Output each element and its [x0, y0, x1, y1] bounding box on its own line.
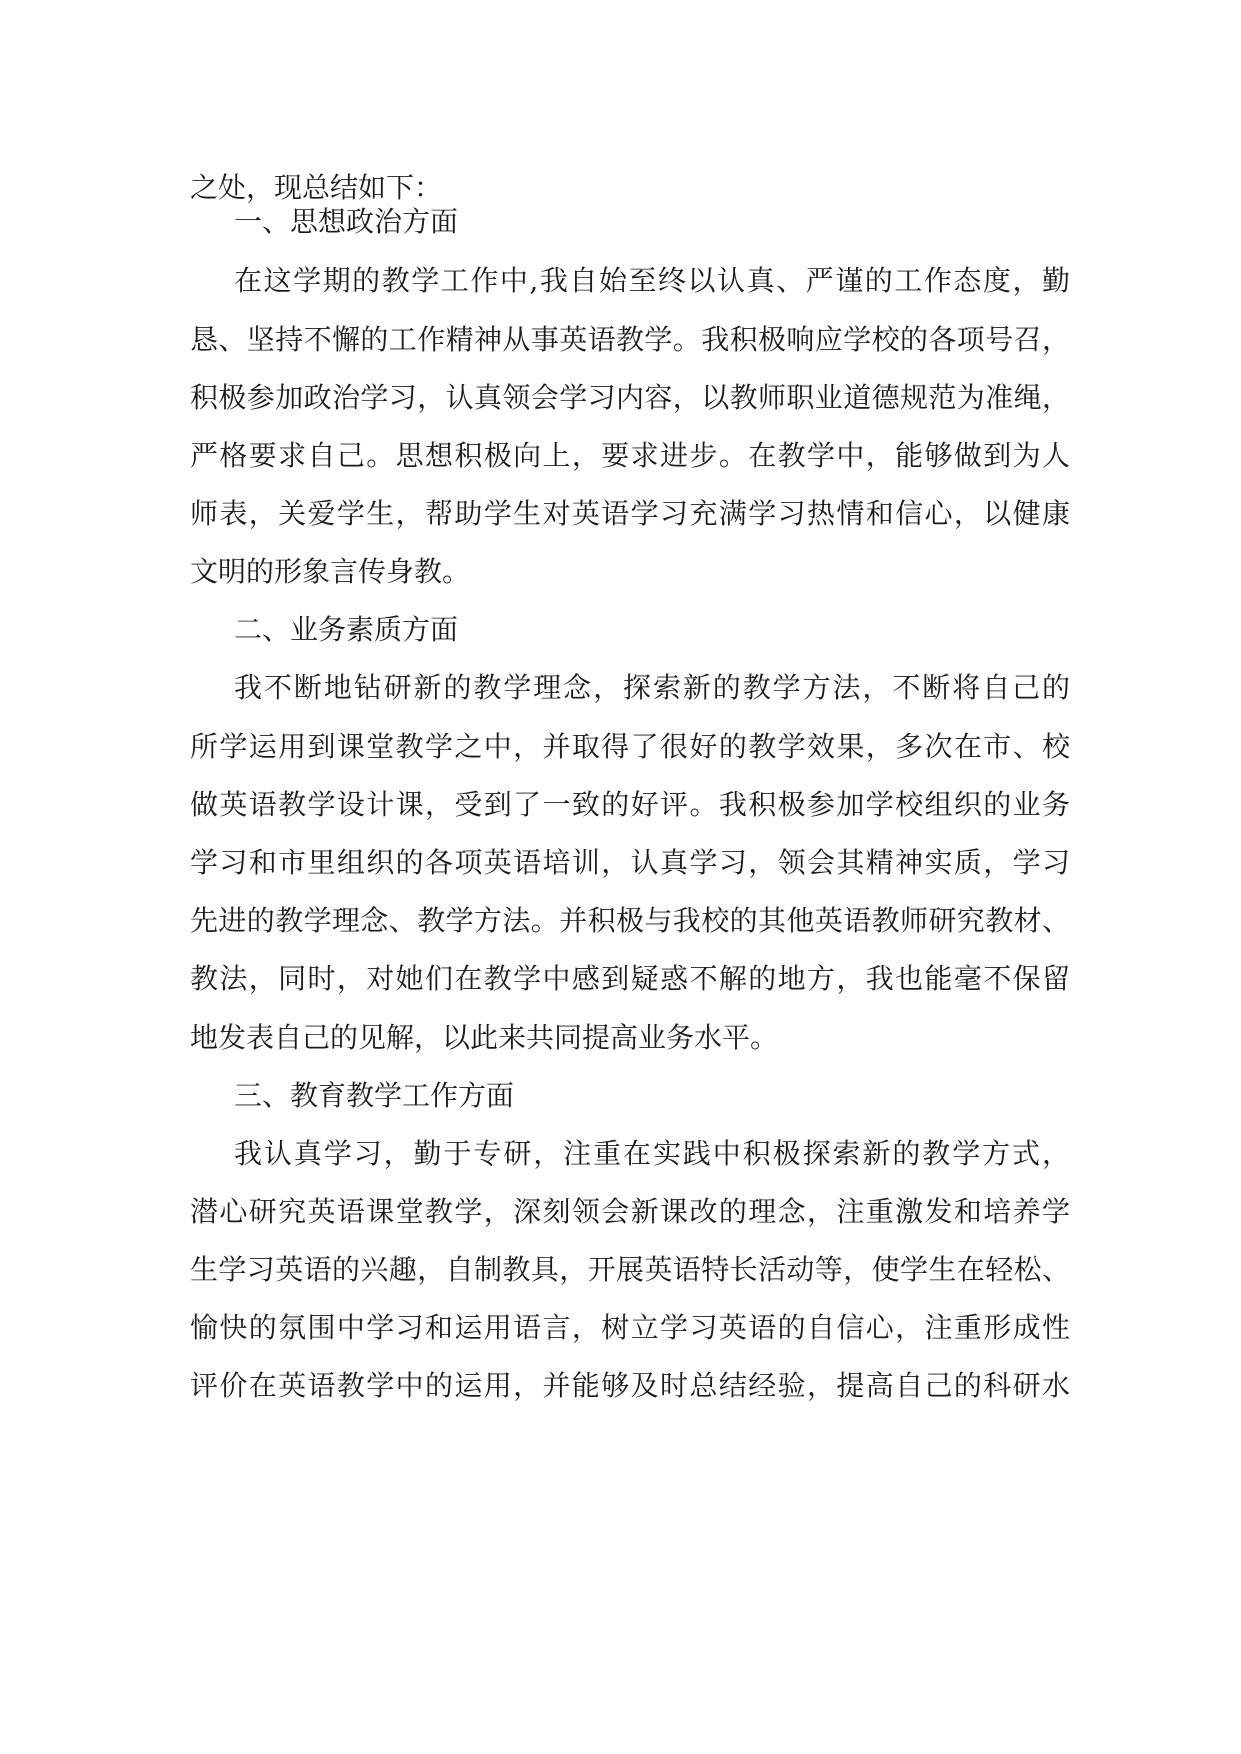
text-line: 严格要求自己。思想积极向上，要求进步。在教学中，能够做到为人 — [190, 439, 1070, 472]
text-line: 我认真学习，勤于专研，注重在实践中积极探索新的教学方式， — [234, 1137, 1070, 1170]
text-line: 学习和市里组织的各项英语培训，认真学习，领会其精神实质，学习 — [190, 846, 1070, 879]
text-line: 之处，现总结如下： — [190, 171, 443, 204]
section-heading: 一、思想政治方面 — [234, 205, 459, 238]
text-line: 文明的形象言传身教。 — [190, 555, 471, 588]
text-line: 评价在英语教学中的运用，并能够及时总结经验，提高自己的科研水 — [190, 1369, 1070, 1402]
text-line: 师表，关爱学生，帮助学生对英语学习充满学习热情和信心，以健康 — [190, 497, 1070, 530]
text-line: 地发表自己的见解，以此来共同提高业务水平。 — [190, 1021, 779, 1054]
text-line: 积极参加政治学习，认真领会学习内容，以教师职业道德规范为准绳， — [190, 381, 1070, 414]
text-line: 我不断地钻研新的教学理念，探索新的教学方法，不断将自己的 — [234, 671, 1070, 704]
text-line: 在这学期的教学工作中,我自始至终以认真、严谨的工作态度，勤 — [234, 264, 1070, 297]
text-line: 教法，同时，对她们在教学中感到疑惑不解的地方，我也能毫不保留 — [190, 962, 1070, 995]
text-line: 做英语教学设计课，受到了一致的好评。我积极参加学校组织的业务 — [190, 788, 1070, 821]
text-line: 所学运用到课堂教学之中，并取得了很好的教学效果，多次在市、校 — [190, 730, 1070, 763]
text-line: 恳、坚持不懈的工作精神从事英语教学。我积极响应学校的各项号召， — [190, 323, 1070, 356]
text-line: 愉快的氛围中学习和运用语言，树立学习英语的自信心，注重形成性 — [190, 1311, 1070, 1344]
text-line: 生学习英语的兴趣，自制教具，开展英语特长活动等，使学生在轻松、 — [190, 1253, 1070, 1286]
section-heading: 二、业务素质方面 — [234, 613, 459, 646]
section-heading: 三、教育教学工作方面 — [234, 1079, 515, 1112]
text-line: 潜心研究英语课堂教学，深刻领会新课改的理念，注重激发和培养学 — [190, 1195, 1070, 1228]
text-line: 先进的教学理念、教学方法。并积极与我校的其他英语教师研究教材、 — [190, 904, 1070, 937]
